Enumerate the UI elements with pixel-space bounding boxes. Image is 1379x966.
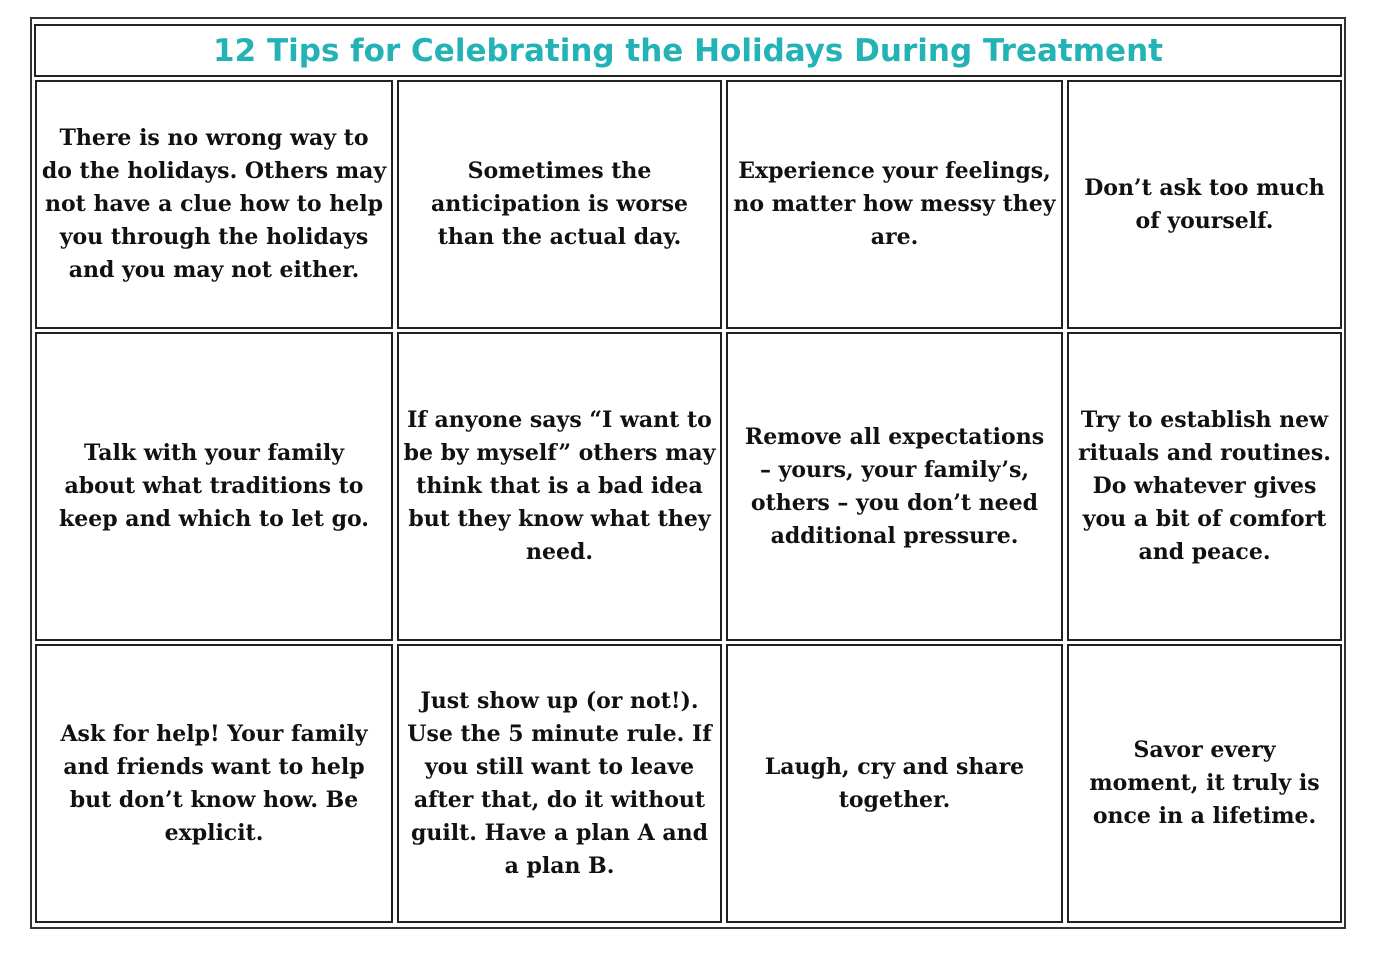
page-title: 12 Tips for Celebrating the Holidays During Treatment	[34, 24, 1342, 77]
tip-cell-1	[35, 80, 393, 329]
tip-cell-3	[726, 80, 1063, 329]
tip-cell-5	[35, 332, 393, 641]
tip-text: Remove all expectations – yours, your family’s, others – you don’t need additional pressure.	[744, 423, 1045, 549]
tip-cell-10	[397, 644, 722, 923]
tip-text: Savor every moment, it truly is once in a lifetime.	[1089, 737, 1320, 829]
tip-text: Don’t ask too much of yourself.	[1084, 174, 1325, 234]
tip-text: Just show up (or not!). Use the 5 minute rule. If you still want to leave after that, do it without guilt. Have a plan A and a plan B.	[407, 687, 712, 879]
tip-cell-4	[1067, 80, 1342, 329]
tip-text: If anyone says “I want to be by myself” others may think that is a bad idea but they know what they need.	[403, 407, 716, 565]
tip-cell-7	[726, 332, 1063, 641]
tip-cell-9	[35, 644, 393, 923]
tip-text: There is no wrong way to do the holidays. Others may not have a clue how to help you through the holidays and you may not either.	[41, 125, 387, 283]
tip-text: Talk with your family about what traditions to keep and which to let go.	[59, 440, 369, 532]
tip-cell-2	[397, 80, 722, 329]
tip-cell-12	[1067, 644, 1342, 923]
tip-text: Experience your feelings, no matter how messy they are.	[733, 158, 1056, 250]
tip-text: Try to establish new rituals and routines. Do whatever gives you a bit of comfort and peace.	[1078, 407, 1331, 565]
tip-cell-8	[1067, 332, 1342, 641]
tip-text: Laugh, cry and share together.	[764, 753, 1025, 813]
tip-cell-6	[397, 332, 722, 641]
tip-text: Sometimes the anticipation is worse than the actual day.	[431, 158, 688, 250]
tip-text: Ask for help! Your family and friends want to help but don’t know how. Be explicit.	[60, 720, 368, 846]
tip-cell-11	[726, 644, 1063, 923]
